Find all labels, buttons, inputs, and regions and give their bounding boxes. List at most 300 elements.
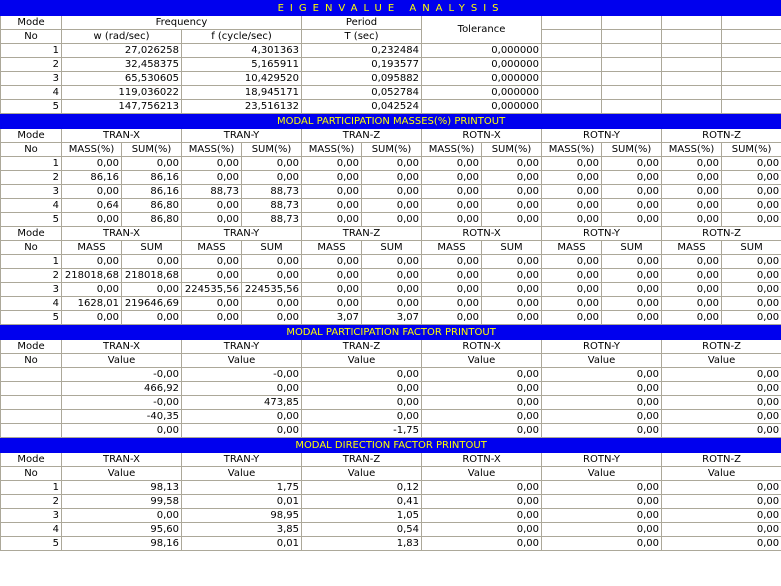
value-cell[interactable]: 473,85 bbox=[182, 396, 302, 410]
w-value[interactable]: 119,036022 bbox=[62, 86, 182, 100]
sub-header: SUM bbox=[362, 241, 422, 255]
group-header: ROTN-Z bbox=[662, 227, 781, 241]
mode-no: 4 bbox=[1, 297, 62, 311]
mode-no: 2 bbox=[1, 495, 62, 509]
value-cell[interactable]: -0,00 bbox=[182, 368, 302, 382]
value-cell[interactable]: 0,00 bbox=[542, 255, 602, 269]
sub-header: MASS(%) bbox=[302, 143, 362, 157]
value-cell[interactable]: 0,00 bbox=[722, 255, 781, 269]
w-value[interactable]: 65,530605 bbox=[62, 72, 182, 86]
table-row bbox=[1, 396, 781, 410]
value-cell[interactable]: 0,00 bbox=[542, 495, 662, 509]
table-row bbox=[1, 382, 781, 396]
value-cell[interactable]: 0,00 bbox=[662, 537, 781, 551]
value-cell[interactable]: 0,00 bbox=[422, 283, 482, 297]
value-cell[interactable]: 466,92 bbox=[62, 382, 182, 396]
value-cell[interactable]: 3,07 bbox=[362, 311, 422, 325]
value-cell[interactable]: 0,00 bbox=[602, 297, 662, 311]
header-row bbox=[1, 129, 781, 143]
value-cell[interactable]: 88,73 bbox=[242, 185, 302, 199]
value-cell[interactable]: 0,00 bbox=[362, 297, 422, 311]
group-header: TRAN-X bbox=[62, 227, 182, 241]
value-cell[interactable]: 0,00 bbox=[422, 311, 482, 325]
value-cell[interactable]: 0,00 bbox=[722, 269, 781, 283]
value-cell[interactable]: 0,00 bbox=[62, 509, 182, 523]
f-value[interactable]: 23,516132 bbox=[182, 100, 302, 114]
empty-cell[interactable] bbox=[542, 58, 602, 72]
value-cell[interactable]: 0,00 bbox=[422, 157, 482, 171]
empty-cell[interactable] bbox=[662, 30, 722, 44]
mode-no: 2 bbox=[1, 171, 62, 185]
tolerance-value[interactable]: 0,000000 bbox=[422, 86, 542, 100]
value-cell[interactable]: 0,00 bbox=[182, 157, 242, 171]
empty-cell[interactable] bbox=[662, 72, 722, 86]
value-cell[interactable]: 0,00 bbox=[662, 297, 722, 311]
value-cell[interactable]: 0,00 bbox=[302, 269, 362, 283]
value-cell[interactable]: 0,00 bbox=[662, 495, 781, 509]
value-cell[interactable]: 0,00 bbox=[662, 255, 722, 269]
table-row bbox=[1, 424, 781, 438]
value-cell[interactable]: 0,00 bbox=[482, 213, 542, 227]
value-cell[interactable]: 0,00 bbox=[422, 255, 482, 269]
value-cell[interactable]: 0,00 bbox=[302, 297, 362, 311]
value-cell[interactable]: 218018,68 bbox=[122, 269, 182, 283]
value-cell[interactable]: 0,00 bbox=[662, 396, 781, 410]
value-cell[interactable]: 1,83 bbox=[302, 537, 422, 551]
mode-no: 2 bbox=[1, 58, 62, 72]
value-cell[interactable]: 0,00 bbox=[662, 509, 781, 523]
value-cell[interactable]: 0,00 bbox=[662, 213, 722, 227]
group-header: ROTN-Y bbox=[542, 340, 662, 354]
group-header: TRAN-Z bbox=[302, 129, 422, 143]
section-eigenvalue-analysis-title: EIGENVALUE ANALYSIS bbox=[1, 1, 781, 16]
empty-cell[interactable] bbox=[722, 16, 781, 30]
group-header: TRAN-Y bbox=[182, 340, 302, 354]
value-cell[interactable]: 0,00 bbox=[662, 269, 722, 283]
value-cell[interactable]: 0,00 bbox=[242, 311, 302, 325]
value-cell[interactable]: 0,00 bbox=[602, 311, 662, 325]
value-cell[interactable]: 0,00 bbox=[302, 157, 362, 171]
empty-cell[interactable] bbox=[602, 100, 662, 114]
value-cell[interactable]: 0,00 bbox=[422, 523, 542, 537]
value-cell[interactable]: 0,00 bbox=[542, 269, 602, 283]
value-cell[interactable]: 86,16 bbox=[122, 171, 182, 185]
value-cell[interactable]: 0,00 bbox=[542, 311, 602, 325]
sub-header: SUM bbox=[482, 241, 542, 255]
empty-cell[interactable] bbox=[542, 30, 602, 44]
value-cell[interactable]: 0,00 bbox=[542, 213, 602, 227]
value-cell[interactable]: 0,00 bbox=[542, 171, 602, 185]
f-header: f (cycle/sec) bbox=[182, 30, 302, 44]
empty-cell[interactable] bbox=[722, 100, 781, 114]
table-row bbox=[1, 523, 781, 537]
sub-header: SUM bbox=[242, 241, 302, 255]
value-cell[interactable]: 0,00 bbox=[422, 481, 542, 495]
value-cell[interactable]: 224535,56 bbox=[242, 283, 302, 297]
mode-no: 3 bbox=[1, 283, 62, 297]
value-cell[interactable]: -0,00 bbox=[62, 368, 182, 382]
value-cell[interactable]: 0,00 bbox=[362, 255, 422, 269]
header-row bbox=[1, 340, 781, 354]
empty-cell[interactable] bbox=[602, 16, 662, 30]
value-cell[interactable]: 0,00 bbox=[542, 157, 602, 171]
value-cell[interactable]: 0,00 bbox=[242, 269, 302, 283]
value-cell[interactable]: 88,73 bbox=[182, 185, 242, 199]
group-header: TRAN-Z bbox=[302, 227, 422, 241]
value-cell[interactable]: 0,00 bbox=[242, 255, 302, 269]
value-cell[interactable]: 0,00 bbox=[722, 199, 781, 213]
value-cell[interactable]: 0,00 bbox=[422, 382, 542, 396]
value-cell[interactable]: 0,00 bbox=[722, 311, 781, 325]
table-row bbox=[1, 269, 781, 283]
value-cell[interactable]: 0,01 bbox=[182, 495, 302, 509]
group-header: ROTN-X bbox=[422, 340, 542, 354]
value-cell[interactable]: 0,00 bbox=[302, 382, 422, 396]
mode-no: 3 bbox=[1, 509, 62, 523]
value-cell[interactable]: 98,95 bbox=[182, 509, 302, 523]
value-cell[interactable]: 0,12 bbox=[302, 481, 422, 495]
empty-cell[interactable] bbox=[722, 86, 781, 100]
value-cell[interactable]: 0,00 bbox=[662, 410, 781, 424]
table-row bbox=[1, 283, 781, 297]
value-cell[interactable]: 0,00 bbox=[542, 396, 662, 410]
value-cell[interactable]: 0,00 bbox=[362, 269, 422, 283]
value-cell[interactable]: 0,00 bbox=[182, 213, 242, 227]
value-cell[interactable]: 0,00 bbox=[602, 213, 662, 227]
value-cell[interactable]: 86,80 bbox=[122, 199, 182, 213]
tolerance-value[interactable]: 0,000000 bbox=[422, 100, 542, 114]
value-cell[interactable]: 0,00 bbox=[422, 213, 482, 227]
value-cell[interactable]: 0,00 bbox=[482, 185, 542, 199]
f-value[interactable]: 10,429520 bbox=[182, 72, 302, 86]
value-cell[interactable]: 0,00 bbox=[362, 157, 422, 171]
empty-cell[interactable] bbox=[662, 86, 722, 100]
f-value[interactable]: 18,945171 bbox=[182, 86, 302, 100]
value-cell[interactable]: 0,00 bbox=[662, 368, 781, 382]
value-cell[interactable]: 0,00 bbox=[302, 199, 362, 213]
table-row bbox=[1, 72, 781, 86]
table-row bbox=[1, 410, 781, 424]
empty-cell[interactable] bbox=[542, 100, 602, 114]
value-cell[interactable]: 0,00 bbox=[422, 424, 542, 438]
table-row bbox=[1, 311, 781, 325]
value-cell[interactable]: 0,00 bbox=[542, 283, 602, 297]
sub-header: MASS bbox=[62, 241, 122, 255]
value-cell[interactable]: 0,00 bbox=[662, 171, 722, 185]
value-cell[interactable]: 0,00 bbox=[122, 283, 182, 297]
value-cell[interactable]: -1,75 bbox=[302, 424, 422, 438]
value-cell[interactable]: 0,00 bbox=[302, 396, 422, 410]
value-cell[interactable]: 0,00 bbox=[62, 255, 122, 269]
value-cell[interactable]: 0,00 bbox=[662, 185, 722, 199]
value-cell[interactable]: 95,60 bbox=[62, 523, 182, 537]
sub-header: MASS(%) bbox=[422, 143, 482, 157]
value-cell[interactable]: 224535,56 bbox=[182, 283, 242, 297]
section-direction-title: MODAL DIRECTION FACTOR PRINTOUT bbox=[1, 438, 781, 453]
table-row bbox=[1, 537, 781, 551]
value-cell[interactable]: 0,00 bbox=[722, 297, 781, 311]
header-row bbox=[1, 227, 781, 241]
value-cell[interactable]: 0,00 bbox=[662, 283, 722, 297]
group-header: ROTN-Z bbox=[662, 129, 781, 143]
value-cell[interactable]: 0,00 bbox=[422, 297, 482, 311]
value-cell[interactable]: 0,00 bbox=[362, 213, 422, 227]
value-cell[interactable]: 0,00 bbox=[302, 368, 422, 382]
header-row bbox=[1, 143, 781, 157]
value-cell[interactable]: 3,85 bbox=[182, 523, 302, 537]
mode-no bbox=[1, 382, 62, 396]
group-header: ROTN-Z bbox=[662, 453, 781, 467]
value-cell[interactable]: 0,00 bbox=[362, 185, 422, 199]
sub-header: MASS bbox=[542, 241, 602, 255]
tolerance-value[interactable]: 0,000000 bbox=[422, 58, 542, 72]
empty-cell[interactable] bbox=[722, 58, 781, 72]
group-header: ROTN-X bbox=[422, 453, 542, 467]
value-cell[interactable]: 0,00 bbox=[182, 297, 242, 311]
value-cell[interactable]: 86,80 bbox=[122, 213, 182, 227]
sub-header: Value bbox=[542, 354, 662, 368]
value-cell[interactable]: 0,00 bbox=[602, 157, 662, 171]
empty-cell[interactable] bbox=[542, 86, 602, 100]
value-cell[interactable]: 0,00 bbox=[422, 495, 542, 509]
no-header: No bbox=[1, 241, 62, 255]
empty-cell[interactable] bbox=[602, 72, 662, 86]
value-cell[interactable]: 219646,69 bbox=[122, 297, 182, 311]
value-cell[interactable]: 0,00 bbox=[542, 297, 602, 311]
value-cell[interactable]: 0,00 bbox=[662, 311, 722, 325]
value-cell[interactable]: 0,00 bbox=[602, 171, 662, 185]
value-cell[interactable]: 0,54 bbox=[302, 523, 422, 537]
value-cell[interactable]: 0,00 bbox=[662, 382, 781, 396]
header-row bbox=[1, 354, 781, 368]
value-cell[interactable]: 0,00 bbox=[362, 171, 422, 185]
value-cell[interactable]: 88,73 bbox=[242, 199, 302, 213]
value-cell[interactable]: 0,00 bbox=[362, 283, 422, 297]
value-cell[interactable]: 0,00 bbox=[662, 481, 781, 495]
mode-no bbox=[1, 396, 62, 410]
empty-cell[interactable] bbox=[542, 44, 602, 58]
value-cell[interactable]: 0,00 bbox=[602, 255, 662, 269]
empty-cell[interactable] bbox=[662, 100, 722, 114]
t-value[interactable]: 0,052784 bbox=[302, 86, 422, 100]
section-mass-pct-title: MODAL PARTICIPATION MASSES(%) PRINTOUT bbox=[1, 114, 781, 129]
value-cell[interactable]: 98,13 bbox=[62, 481, 182, 495]
value-cell[interactable]: -40,35 bbox=[62, 410, 182, 424]
value-cell[interactable]: 0,00 bbox=[302, 410, 422, 424]
empty-cell[interactable] bbox=[662, 58, 722, 72]
frequency-header: Frequency bbox=[62, 16, 302, 30]
value-cell[interactable]: 0,00 bbox=[302, 171, 362, 185]
sub-header: SUM(%) bbox=[362, 143, 422, 157]
value-cell[interactable]: 0,01 bbox=[182, 537, 302, 551]
header-row bbox=[1, 30, 781, 44]
value-cell[interactable]: 0,00 bbox=[422, 410, 542, 424]
value-cell[interactable]: 0,00 bbox=[542, 523, 662, 537]
mode-no: 2 bbox=[1, 269, 62, 283]
empty-cell[interactable] bbox=[602, 30, 662, 44]
value-cell[interactable]: 1,05 bbox=[302, 509, 422, 523]
value-cell[interactable]: 0,00 bbox=[122, 157, 182, 171]
table-row bbox=[1, 185, 781, 199]
value-cell[interactable]: 0,00 bbox=[422, 396, 542, 410]
value-cell[interactable]: 0,00 bbox=[422, 368, 542, 382]
sub-header: Value bbox=[542, 467, 662, 481]
value-cell[interactable]: 0,00 bbox=[422, 269, 482, 283]
value-cell[interactable]: 0,00 bbox=[542, 537, 662, 551]
empty-cell[interactable] bbox=[722, 44, 781, 58]
value-cell[interactable]: 0,00 bbox=[482, 269, 542, 283]
value-cell[interactable]: 0,00 bbox=[482, 157, 542, 171]
value-cell[interactable]: 0,00 bbox=[302, 185, 362, 199]
value-cell[interactable]: 0,00 bbox=[482, 283, 542, 297]
group-header: TRAN-Y bbox=[182, 129, 302, 143]
value-cell[interactable]: 0,00 bbox=[662, 523, 781, 537]
value-cell[interactable]: 0,00 bbox=[602, 283, 662, 297]
value-cell[interactable]: 3,07 bbox=[302, 311, 362, 325]
value-cell[interactable]: 0,00 bbox=[542, 199, 602, 213]
value-cell[interactable]: 0,00 bbox=[302, 283, 362, 297]
value-cell[interactable]: 218018,68 bbox=[62, 269, 122, 283]
mode-no bbox=[1, 410, 62, 424]
section-factor-title: MODAL PARTICIPATION FACTOR PRINTOUT bbox=[1, 325, 781, 340]
value-cell[interactable]: 0,41 bbox=[302, 495, 422, 509]
table-row bbox=[1, 481, 781, 495]
mode-no: 3 bbox=[1, 72, 62, 86]
table-row bbox=[1, 509, 781, 523]
value-cell[interactable]: 0,00 bbox=[182, 199, 242, 213]
value-cell[interactable]: 0,00 bbox=[422, 185, 482, 199]
value-cell[interactable]: 0,00 bbox=[662, 424, 781, 438]
table-row bbox=[1, 157, 781, 171]
f-value[interactable]: 5,165911 bbox=[182, 58, 302, 72]
value-cell[interactable]: 0,00 bbox=[482, 255, 542, 269]
sub-header: Value bbox=[662, 354, 781, 368]
tolerance-value[interactable]: 0,000000 bbox=[422, 72, 542, 86]
value-cell[interactable]: 0,00 bbox=[722, 283, 781, 297]
table-row bbox=[1, 368, 781, 382]
empty-cell[interactable] bbox=[602, 58, 662, 72]
mode-no: 5 bbox=[1, 213, 62, 227]
t-value[interactable]: 0,095882 bbox=[302, 72, 422, 86]
value-cell[interactable]: 98,16 bbox=[62, 537, 182, 551]
value-cell[interactable]: 0,00 bbox=[482, 199, 542, 213]
value-cell[interactable]: 0,00 bbox=[542, 509, 662, 523]
empty-cell[interactable] bbox=[662, 16, 722, 30]
value-cell[interactable]: 0,00 bbox=[722, 171, 781, 185]
value-cell[interactable]: 0,00 bbox=[242, 171, 302, 185]
empty-cell[interactable] bbox=[662, 44, 722, 58]
value-cell[interactable]: 0,64 bbox=[62, 199, 122, 213]
value-cell[interactable]: 0,00 bbox=[182, 424, 302, 438]
sub-header: Value bbox=[422, 467, 542, 481]
tolerance-value[interactable]: 0,000000 bbox=[422, 44, 542, 58]
sub-header: MASS(%) bbox=[62, 143, 122, 157]
value-cell[interactable]: 0,00 bbox=[62, 311, 122, 325]
value-cell[interactable]: 0,00 bbox=[482, 311, 542, 325]
t-value[interactable]: 0,232484 bbox=[302, 44, 422, 58]
value-cell[interactable]: 0,00 bbox=[422, 509, 542, 523]
value-cell[interactable]: 0,00 bbox=[422, 537, 542, 551]
value-cell[interactable]: 88,73 bbox=[242, 213, 302, 227]
value-cell[interactable]: 86,16 bbox=[62, 171, 122, 185]
empty-cell[interactable] bbox=[542, 72, 602, 86]
sub-header: MASS bbox=[302, 241, 362, 255]
value-cell[interactable]: 0,00 bbox=[602, 199, 662, 213]
value-cell[interactable]: 0,00 bbox=[302, 255, 362, 269]
value-cell[interactable]: 0,00 bbox=[542, 481, 662, 495]
empty-cell[interactable] bbox=[602, 44, 662, 58]
value-cell[interactable]: 0,00 bbox=[662, 157, 722, 171]
value-cell[interactable]: 0,00 bbox=[542, 185, 602, 199]
value-cell[interactable]: 99,58 bbox=[62, 495, 182, 509]
value-cell[interactable]: 0,00 bbox=[182, 311, 242, 325]
w-value[interactable]: 32,458375 bbox=[62, 58, 182, 72]
section-mass-pct bbox=[1, 114, 781, 129]
value-cell[interactable]: 0,00 bbox=[602, 185, 662, 199]
value-cell[interactable]: 0,00 bbox=[422, 171, 482, 185]
value-cell[interactable]: 0,00 bbox=[182, 269, 242, 283]
empty-cell[interactable] bbox=[542, 16, 602, 30]
sub-header: MASS(%) bbox=[542, 143, 602, 157]
t-value[interactable]: 0,193577 bbox=[302, 58, 422, 72]
sub-header: Value bbox=[302, 354, 422, 368]
group-header: TRAN-X bbox=[62, 340, 182, 354]
value-cell[interactable]: 0,00 bbox=[362, 199, 422, 213]
value-cell[interactable]: 0,00 bbox=[242, 297, 302, 311]
value-cell[interactable]: 0,00 bbox=[62, 213, 122, 227]
value-cell[interactable]: 0,00 bbox=[182, 410, 302, 424]
value-cell[interactable]: 0,00 bbox=[422, 199, 482, 213]
value-cell[interactable]: 0,00 bbox=[62, 283, 122, 297]
value-cell[interactable]: 0,00 bbox=[542, 410, 662, 424]
value-cell[interactable]: 1,75 bbox=[182, 481, 302, 495]
sub-header: SUM bbox=[722, 241, 781, 255]
w-value[interactable]: 147,756213 bbox=[62, 100, 182, 114]
value-cell[interactable]: 0,00 bbox=[182, 255, 242, 269]
empty-cell[interactable] bbox=[722, 30, 781, 44]
value-cell[interactable]: 0,00 bbox=[62, 185, 122, 199]
value-cell[interactable]: 86,16 bbox=[122, 185, 182, 199]
value-cell[interactable]: 0,00 bbox=[242, 157, 302, 171]
empty-cell[interactable] bbox=[722, 72, 781, 86]
value-cell[interactable]: 0,00 bbox=[62, 424, 182, 438]
value-cell[interactable]: 0,00 bbox=[542, 368, 662, 382]
t-value[interactable]: 0,042524 bbox=[302, 100, 422, 114]
value-cell[interactable]: 0,00 bbox=[722, 157, 781, 171]
value-cell[interactable]: 0,00 bbox=[542, 382, 662, 396]
value-cell[interactable]: 0,00 bbox=[302, 213, 362, 227]
value-cell[interactable]: 0,00 bbox=[482, 171, 542, 185]
value-cell[interactable]: 0,00 bbox=[122, 255, 182, 269]
value-cell[interactable]: 0,00 bbox=[182, 171, 242, 185]
value-cell[interactable]: 0,00 bbox=[602, 269, 662, 283]
value-cell[interactable]: 0,00 bbox=[542, 424, 662, 438]
value-cell[interactable]: 0,00 bbox=[482, 297, 542, 311]
mode-no: 1 bbox=[1, 44, 62, 58]
sub-header: Value bbox=[182, 467, 302, 481]
empty-cell[interactable] bbox=[602, 86, 662, 100]
f-value[interactable]: 4,301363 bbox=[182, 44, 302, 58]
value-cell[interactable]: 0,00 bbox=[662, 199, 722, 213]
value-cell[interactable]: 0,00 bbox=[182, 382, 302, 396]
w-value[interactable]: 27,026258 bbox=[62, 44, 182, 58]
value-cell[interactable]: 0,00 bbox=[62, 157, 122, 171]
value-cell[interactable]: 0,00 bbox=[722, 213, 781, 227]
value-cell[interactable]: 0,00 bbox=[122, 311, 182, 325]
value-cell[interactable]: -0,00 bbox=[62, 396, 182, 410]
value-cell[interactable]: 1628,01 bbox=[62, 297, 122, 311]
value-cell[interactable]: 0,00 bbox=[722, 185, 781, 199]
